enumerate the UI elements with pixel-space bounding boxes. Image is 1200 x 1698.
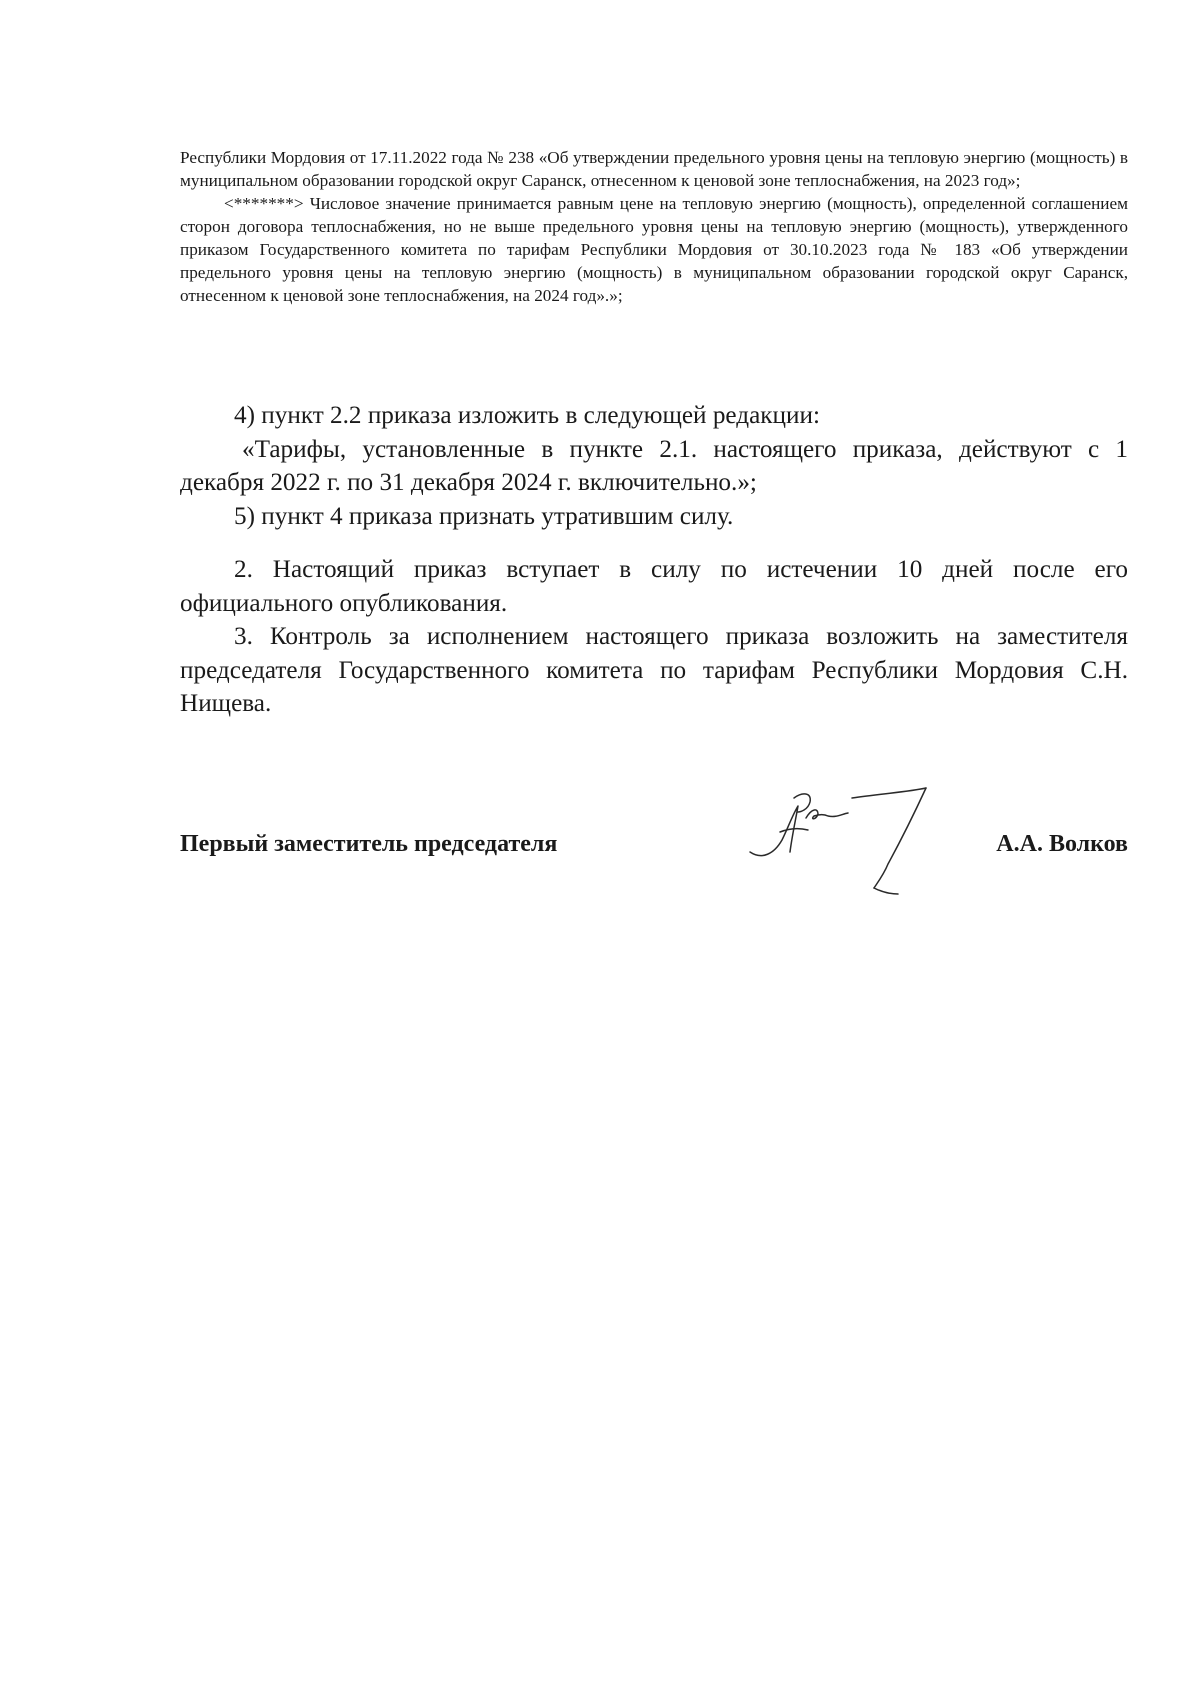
handwritten-signature: [748, 780, 1038, 900]
signatory-name: А.А. Волков: [996, 831, 1128, 857]
clause-2: 2. Настоящий приказ вступает в силу по истечении 10 дней после его официального опубликования.: [180, 556, 1128, 617]
amendment-item-4: 4) пункт 2.2 приказа изложить в следующей редакции:: [234, 402, 820, 429]
footnotes-block: [180, 146, 1128, 307]
clause-3: 3. Контроль за исполнением настоящего приказа возложить на заместителя председателя Государственного комитета по тарифам Республики Мордовия С.Н. Нищева.: [180, 623, 1128, 717]
footnote-continuation: Республики Мордовия от 17.11.2022 года № 238 «Об утверждении предельного уровня цены на тепловую энергию (мощность) в муниципальном образовании городской округ Саранск, отнесенном к ценовой зоне теплоснабжения, на 2023 год»;: [180, 148, 1128, 190]
signatory-title: Первый заместитель председателя: [180, 831, 558, 857]
amendment-item-5: 5) пункт 4 приказа признать утратившим силу.: [234, 502, 734, 530]
amendment-item-4-quote: «Тарифы, установленные в пункте 2.1. настоящего приказа, действуют с 1 декабря 2022 г. по 31 декабря 2024 г. включительно.»;: [180, 435, 1128, 496]
footnote-7: <*******> Числовое значение принимается равным цене на тепловую энергию (мощность), определенной соглашением сторон договора теплоснабжения, но не выше предельного уровня цены на тепловую энергию (мощность), утвержденного приказом Государственного комитета по тарифам Республики Мордовия от 30.10.2023 года № 183 «Об утверждении предельного уровня цены на тепловую энергию (мощность) в муниципальном образовании городской округ Саранск, отнесенном к ценовой зоне теплоснабжения, на 2024 год».»;: [180, 194, 1128, 305]
main-text: [180, 399, 1128, 721]
